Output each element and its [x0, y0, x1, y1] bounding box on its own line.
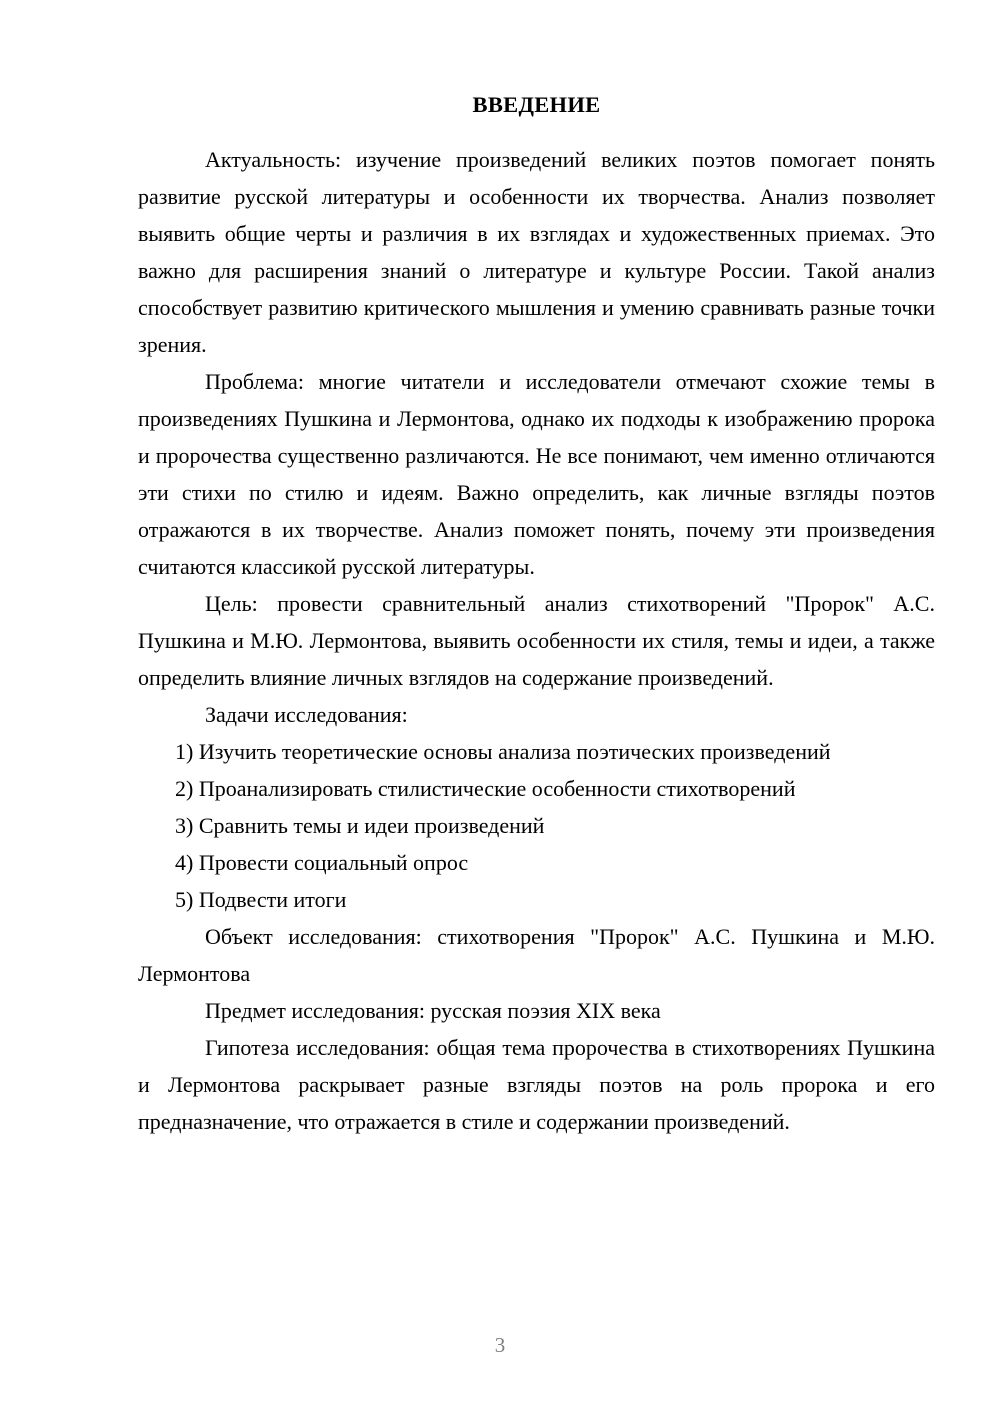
page-title: ВВЕДЕНИЕ: [472, 92, 601, 117]
paragraph-subject: Предмет исследования: русская поэзия XIX века: [205, 998, 661, 1023]
document-body: [138, 86, 935, 1140]
list-item: 4) Провести социальный опрос: [175, 850, 469, 875]
list-item: 1) Изучить теоретические основы анализа поэтических произведений: [175, 739, 831, 764]
list-item: 3) Сравнить темы и идеи произведений: [175, 813, 545, 838]
list-item: 5) Подвести итоги: [175, 887, 347, 912]
tasks-heading: Задачи исследования:: [205, 702, 408, 727]
list-item: 2) Проанализировать стилистические особенности стихотворений: [175, 776, 796, 801]
paragraph-goal: Цель: провести сравнительный анализ стихотворений "Пророк" А.С. Пушкина и М.Ю. Лермонтова, выявить особенности их стиля, темы и идеи, а также определить влияние личных взглядов на содержание произведений.: [138, 591, 935, 690]
paragraph-relevance: Актуальность: изучение произведений великих поэтов помогает понять развитие русской литературы и особенности их творчества. Анализ позволяет выявить общие черты и различия в их взглядах и художественных приемах. Это важно для расширения знаний о литературе и культуре России. Такой анализ способствует развитию критического мышления и умению сравнивать разные точки зрения.: [138, 147, 935, 357]
paragraph-hypothesis: Гипотеза исследования: общая тема пророчества в стихотворениях Пушкина и Лермонтова раскрывает разные взгляды поэтов на роль пророка и его предназначение, что отражается в стиле и содержании произведений.: [138, 1035, 935, 1134]
page-number: 3: [494, 1333, 506, 1357]
paragraph-problem: Проблема: многие читатели и исследователи отмечают схожие темы в произведениях Пушкина и Лермонтова, однако их подходы к изображению пророка и пророчества существенно различаются. Не все понимают, чем именно отличаются эти стихи по стилю и идеям. Важно определить, как личные взгляды поэтов отражаются в их творчестве. Анализ поможет понять, почему эти произведения считаются классикой русской литературы.: [138, 369, 935, 579]
tasks-list: [138, 733, 935, 918]
paragraph-object: Объект исследования: стихотворения "Пророк" А.С. Пушкина и М.Ю. Лермонтова: [138, 924, 935, 986]
